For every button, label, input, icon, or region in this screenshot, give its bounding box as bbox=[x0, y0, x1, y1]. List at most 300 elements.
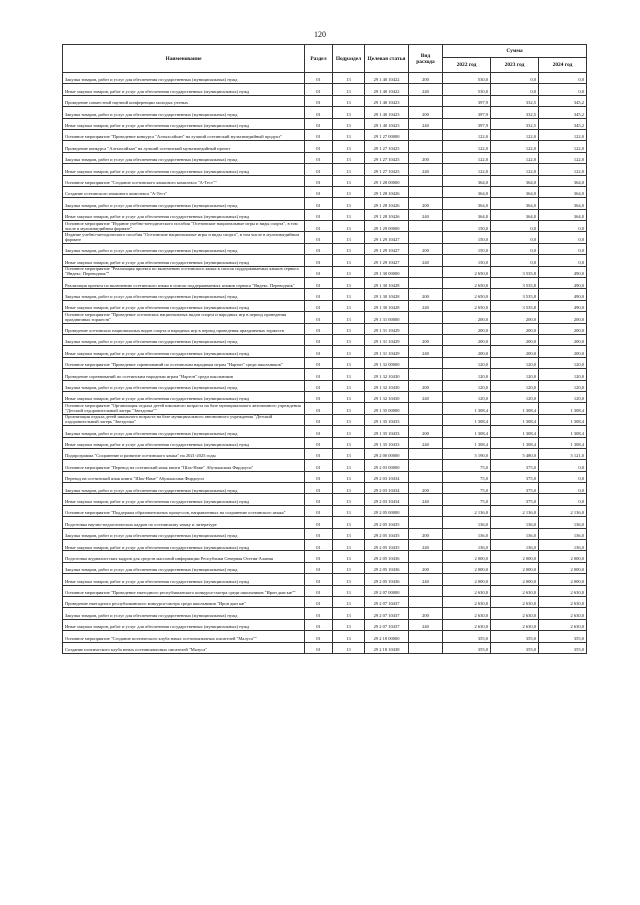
cell-subsection: 13 bbox=[333, 528, 365, 539]
cell-section: 01 bbox=[305, 118, 333, 129]
cell-expense-type bbox=[409, 585, 443, 596]
cell-2022: 2 650,0 bbox=[443, 300, 491, 311]
table-row bbox=[63, 391, 587, 402]
cell-section: 01 bbox=[305, 243, 333, 254]
cell-2022: 364,0 bbox=[443, 186, 491, 197]
cell-subsection: 13 bbox=[333, 642, 365, 653]
cell-section: 01 bbox=[305, 471, 333, 482]
cell-target: 29 2 05 10435 bbox=[365, 528, 409, 539]
cell-2023: 120,0 bbox=[491, 380, 539, 391]
cell-subsection: 13 bbox=[333, 403, 365, 414]
cell-name: Закупка товаров, работ и услуг для обеспечения государственных (муниципальных) нужд bbox=[63, 380, 305, 391]
cell-name: Закупка товаров, работ и услуг для обеспечения государственных (муниципальных) нужд bbox=[63, 528, 305, 539]
cell-2022: 150,0 bbox=[443, 221, 491, 232]
cell-name: Закупка товаров, работ и услуг для обеспечения государственных (муниципальных) нужд bbox=[63, 608, 305, 619]
cell-subsection: 13 bbox=[333, 494, 365, 505]
cell-name: Иные закупки товаров, работ и услуг для обеспечения государственных (муниципальных) нужд bbox=[63, 574, 305, 585]
cell-2023: 0,0 bbox=[491, 232, 539, 243]
cell-name: Иные закупки товаров, работ и услуг для обеспечения государственных (муниципальных) нужд bbox=[63, 300, 305, 311]
cell-2024: 0,0 bbox=[539, 460, 587, 471]
cell-2022: 530,0 bbox=[443, 84, 491, 95]
cell-section: 01 bbox=[305, 551, 333, 562]
table-row bbox=[63, 562, 587, 573]
cell-section: 01 bbox=[305, 141, 333, 152]
cell-name: Издание учебно-методического пособия "Осетинские национальные игры и виды спорта", в том числе в мультимедийном формате bbox=[63, 232, 305, 243]
cell-subsection: 13 bbox=[333, 574, 365, 585]
cell-subsection: 13 bbox=[333, 186, 365, 197]
cell-target: 29 2 03 10434 bbox=[365, 483, 409, 494]
cell-2024: 200,0 bbox=[539, 312, 587, 323]
cell-expense-type: 200 bbox=[409, 152, 443, 163]
cell-section: 01 bbox=[305, 505, 333, 516]
cell-section: 01 bbox=[305, 562, 333, 573]
cell-subsection: 13 bbox=[333, 551, 365, 562]
table-row bbox=[63, 505, 587, 516]
cell-2022: 120,0 bbox=[443, 369, 491, 380]
cell-2024: 5 121,0 bbox=[539, 448, 587, 459]
cell-name: Проведение ежегодного республиканского конкурса-смотра среди школьников "Ирон дын кæ" bbox=[63, 596, 305, 607]
cell-2022: 200,0 bbox=[443, 346, 491, 357]
cell-target: 29 1 28 10426 bbox=[365, 186, 409, 197]
cell-2022: 122,0 bbox=[443, 164, 491, 175]
cell-2024: 122,0 bbox=[539, 164, 587, 175]
cell-2024: 1 308,4 bbox=[539, 426, 587, 437]
cell-subsection: 13 bbox=[333, 346, 365, 357]
cell-section: 01 bbox=[305, 380, 333, 391]
cell-2024: 345,2 bbox=[539, 95, 587, 106]
cell-section: 01 bbox=[305, 221, 333, 232]
cell-name: Проведение конкурса "Алтыхсайхан" на лучший осетинский мультимедийный проект bbox=[63, 141, 305, 152]
table-row bbox=[63, 232, 587, 243]
cell-expense-type: 240 bbox=[409, 300, 443, 311]
table-row bbox=[63, 243, 587, 254]
cell-expense-type: 240 bbox=[409, 540, 443, 551]
cell-subsection: 13 bbox=[333, 334, 365, 345]
cell-expense-type: 200 bbox=[409, 426, 443, 437]
cell-2023: 120,0 bbox=[491, 357, 539, 368]
cell-name: Закупка товаров, работ и услуг для обеспечения государственных (муниципальных) нужд bbox=[63, 483, 305, 494]
cell-target: 29 1 32 10430 bbox=[365, 369, 409, 380]
cell-2024: 0,0 bbox=[539, 494, 587, 505]
cell-subsection: 13 bbox=[333, 118, 365, 129]
cell-section: 01 bbox=[305, 448, 333, 459]
table-row bbox=[63, 221, 587, 232]
cell-name: Иные закупки товаров, работ и услуг для обеспечения государственных (муниципальных) нужд bbox=[63, 118, 305, 129]
cell-expense-type: 240 bbox=[409, 574, 443, 585]
cell-2023: 120,0 bbox=[491, 391, 539, 402]
cell-subsection: 13 bbox=[333, 255, 365, 266]
cell-name: Иные закупки товаров, работ и услуг для обеспечения государственных (муниципальных) нужд bbox=[63, 494, 305, 505]
cell-subsection: 13 bbox=[333, 175, 365, 186]
cell-2023: 0,0 bbox=[491, 84, 539, 95]
cell-subsection: 13 bbox=[333, 289, 365, 300]
cell-subsection: 13 bbox=[333, 152, 365, 163]
cell-2024: 122,0 bbox=[539, 129, 587, 140]
cell-2023: 1 308,4 bbox=[491, 426, 539, 437]
cell-name: Закупка товаров, работ и услуг для обеспечения государственных (муниципальных) нужд bbox=[63, 73, 305, 84]
cell-2024: 2 630,0 bbox=[539, 596, 587, 607]
cell-name: Организация отдыха детей школьного возраста на базе муниципального автономного учреждения "Детский оздоровительный лагерь "Звездочка" bbox=[63, 414, 305, 425]
cell-section: 01 bbox=[305, 642, 333, 653]
cell-target: 29 1 30 10428 bbox=[365, 300, 409, 311]
cell-subsection: 13 bbox=[333, 585, 365, 596]
cell-2022: 122,0 bbox=[443, 129, 491, 140]
cell-target: 29 1 31 10429 bbox=[365, 346, 409, 357]
table-row bbox=[63, 175, 587, 186]
cell-expense-type: 240 bbox=[409, 346, 443, 357]
cell-2023: 364,0 bbox=[491, 186, 539, 197]
table-row bbox=[63, 266, 587, 277]
cell-2024: 1 308,4 bbox=[539, 403, 587, 414]
cell-expense-type: 240 bbox=[409, 209, 443, 220]
cell-target: 29 1 32 00000 bbox=[365, 357, 409, 368]
cell-2022: 122,0 bbox=[443, 152, 491, 163]
cell-section: 01 bbox=[305, 278, 333, 289]
cell-target: 29 2 18 10438 bbox=[365, 642, 409, 653]
cell-2023: 2 000,0 bbox=[491, 562, 539, 573]
table-row bbox=[63, 551, 587, 562]
cell-2023: 122,0 bbox=[491, 129, 539, 140]
cell-2022: 75,0 bbox=[443, 460, 491, 471]
cell-2024: 355,0 bbox=[539, 631, 587, 642]
cell-name: Основное мероприятие "Издание учебно-методического пособия "Осетинские национальные игры и виды спорта", в том числе в мультимедийном формате" bbox=[63, 221, 305, 232]
cell-target: 29 2 18 00000 bbox=[365, 631, 409, 642]
cell-expense-type bbox=[409, 95, 443, 106]
cell-target: 29 1 29 10427 bbox=[365, 255, 409, 266]
cell-2023: 332,5 bbox=[491, 118, 539, 129]
col-2022-header: 2022 год bbox=[443, 58, 491, 73]
table-row bbox=[63, 95, 587, 106]
cell-expense-type: 240 bbox=[409, 118, 443, 129]
cell-2024: 136,0 bbox=[539, 528, 587, 539]
cell-2022: 75,0 bbox=[443, 483, 491, 494]
cell-expense-type bbox=[409, 596, 443, 607]
cell-2024: 2 630,0 bbox=[539, 608, 587, 619]
cell-2023: 5 480,0 bbox=[491, 448, 539, 459]
cell-2024: 2 000,0 bbox=[539, 574, 587, 585]
cell-subsection: 13 bbox=[333, 460, 365, 471]
cell-2022: 200,0 bbox=[443, 323, 491, 334]
cell-name: Проведение осетинских национальных видов спорта и народных игр в период проведения праздничных торжеств bbox=[63, 323, 305, 334]
cell-section: 01 bbox=[305, 391, 333, 402]
cell-section: 01 bbox=[305, 574, 333, 585]
cell-name: Иные закупки товаров, работ и услуг для обеспечения государственных (муниципальных) нужд bbox=[63, 437, 305, 448]
cell-2023: 120,0 bbox=[491, 369, 539, 380]
cell-name: Подготовка научно-педагогических кадров по осетинскому языку и литературе bbox=[63, 517, 305, 528]
cell-target: 29 1 28 00000 bbox=[365, 175, 409, 186]
cell-name: Закупка товаров, работ и услуг для обеспечения государственных (муниципальных) нужд bbox=[63, 334, 305, 345]
table-row bbox=[63, 494, 587, 505]
cell-2022: 75,0 bbox=[443, 471, 491, 482]
cell-section: 01 bbox=[305, 84, 333, 95]
cell-2024: 120,0 bbox=[539, 391, 587, 402]
cell-name: Иные закупки товаров, работ и услуг для обеспечения государственных (муниципальных) нужд bbox=[63, 346, 305, 357]
table-row bbox=[63, 164, 587, 175]
cell-2022: 2 630,0 bbox=[443, 619, 491, 630]
cell-2022: 364,0 bbox=[443, 198, 491, 209]
cell-subsection: 13 bbox=[333, 141, 365, 152]
cell-name: Основное мероприятие "Проведение конкурса "Алтыхсайхан" на лучший осетинский мультимедийный продукт" bbox=[63, 129, 305, 140]
cell-target: 29 2 03 10434 bbox=[365, 494, 409, 505]
col-subsection-header: Подраздел bbox=[333, 45, 365, 73]
cell-section: 01 bbox=[305, 186, 333, 197]
cell-2023: 364,0 bbox=[491, 198, 539, 209]
cell-2024: 1 308,4 bbox=[539, 437, 587, 448]
cell-2022: 120,0 bbox=[443, 357, 491, 368]
cell-name: Перевод на осетинский язык книги "Шах-Наме" Абулькасима Фирдоуси bbox=[63, 471, 305, 482]
cell-2023: 200,0 bbox=[491, 323, 539, 334]
cell-expense-type bbox=[409, 221, 443, 232]
table-row bbox=[63, 141, 587, 152]
cell-name: Иные закупки товаров, работ и услуг для обеспечения государственных (муниципальных) нужд bbox=[63, 391, 305, 402]
cell-2023: 122,0 bbox=[491, 141, 539, 152]
table-row bbox=[63, 414, 587, 425]
cell-2022: 1 308,4 bbox=[443, 437, 491, 448]
cell-subsection: 13 bbox=[333, 391, 365, 402]
cell-2023: 3 535,8 bbox=[491, 300, 539, 311]
table-row bbox=[63, 152, 587, 163]
cell-2024: 200,0 bbox=[539, 346, 587, 357]
cell-2023: 2 630,0 bbox=[491, 596, 539, 607]
cell-target: 29 2 07 10437 bbox=[365, 619, 409, 630]
cell-2024: 0,0 bbox=[539, 471, 587, 482]
table-row bbox=[63, 528, 587, 539]
table-row bbox=[63, 186, 587, 197]
cell-subsection: 13 bbox=[333, 471, 365, 482]
cell-2024: 490,0 bbox=[539, 289, 587, 300]
cell-subsection: 13 bbox=[333, 596, 365, 607]
cell-name: Основное мероприятие "Создание осетинского языкового комплекса "А-Тест"" bbox=[63, 175, 305, 186]
cell-2022: 150,0 bbox=[443, 232, 491, 243]
cell-expense-type bbox=[409, 403, 443, 414]
cell-expense-type: 200 bbox=[409, 198, 443, 209]
cell-target: 29 1 40 10422 bbox=[365, 73, 409, 84]
cell-2023: 2 136,0 bbox=[491, 505, 539, 516]
cell-2022: 200,0 bbox=[443, 334, 491, 345]
cell-2023: 122,0 bbox=[491, 164, 539, 175]
cell-2024: 136,0 bbox=[539, 540, 587, 551]
cell-name: Иные закупки товаров, работ и услуг для обеспечения государственных (муниципальных) нужд bbox=[63, 209, 305, 220]
cell-name: Иные закупки товаров, работ и услуг для обеспечения государственных (муниципальных) нужд bbox=[63, 540, 305, 551]
cell-expense-type: 200 bbox=[409, 562, 443, 573]
cell-expense-type bbox=[409, 631, 443, 642]
cell-expense-type bbox=[409, 141, 443, 152]
cell-2022: 2 650,0 bbox=[443, 289, 491, 300]
cell-subsection: 13 bbox=[333, 300, 365, 311]
cell-section: 01 bbox=[305, 300, 333, 311]
cell-expense-type: 240 bbox=[409, 437, 443, 448]
cell-name: Иные закупки товаров, работ и услуг для обеспечения государственных (муниципальных) нужд bbox=[63, 84, 305, 95]
cell-section: 01 bbox=[305, 608, 333, 619]
cell-2023: 1 308,4 bbox=[491, 414, 539, 425]
cell-name: Закупка товаров, работ и услуг для обеспечения государственных (муниципальных) нужд bbox=[63, 426, 305, 437]
cell-section: 01 bbox=[305, 334, 333, 345]
cell-2024: 490,0 bbox=[539, 300, 587, 311]
cell-subsection: 13 bbox=[333, 631, 365, 642]
cell-2022: 397,9 bbox=[443, 118, 491, 129]
cell-name: Закупка товаров, работ и услуг для обеспечения государственных (муниципальных) нужд bbox=[63, 152, 305, 163]
cell-subsection: 13 bbox=[333, 483, 365, 494]
cell-2024: 122,0 bbox=[539, 152, 587, 163]
table-row bbox=[63, 471, 587, 482]
cell-subsection: 13 bbox=[333, 608, 365, 619]
cell-subsection: 13 bbox=[333, 505, 365, 516]
cell-2024: 0,0 bbox=[539, 221, 587, 232]
cell-2023: 200,0 bbox=[491, 312, 539, 323]
table-row bbox=[63, 369, 587, 380]
cell-section: 01 bbox=[305, 460, 333, 471]
cell-target: 29 1 29 00000 bbox=[365, 221, 409, 232]
cell-2023: 200,0 bbox=[491, 346, 539, 357]
cell-2024: 345,2 bbox=[539, 118, 587, 129]
cell-target: 29 2 05 10436 bbox=[365, 551, 409, 562]
cell-section: 01 bbox=[305, 357, 333, 368]
cell-target: 29 1 30 10428 bbox=[365, 289, 409, 300]
table-row bbox=[63, 596, 587, 607]
cell-expense-type bbox=[409, 266, 443, 277]
col-expense-type-header: Вид расхода bbox=[409, 45, 443, 73]
cell-2022: 355,0 bbox=[443, 631, 491, 642]
cell-2023: 332,5 bbox=[491, 107, 539, 118]
cell-expense-type: 240 bbox=[409, 164, 443, 175]
cell-target: 29 1 40 10423 bbox=[365, 107, 409, 118]
cell-expense-type: 200 bbox=[409, 107, 443, 118]
cell-2023: 2 630,0 bbox=[491, 585, 539, 596]
cell-2024: 200,0 bbox=[539, 334, 587, 345]
cell-2022: 397,9 bbox=[443, 95, 491, 106]
cell-expense-type bbox=[409, 369, 443, 380]
cell-name: Основное мероприятие "Проведение осетинских национальных видов спорта и народных игр в период проведения праздничных торжеств" bbox=[63, 312, 305, 323]
table-row bbox=[63, 608, 587, 619]
cell-subsection: 13 bbox=[333, 107, 365, 118]
cell-2022: 122,0 bbox=[443, 141, 491, 152]
cell-expense-type: 240 bbox=[409, 619, 443, 630]
cell-section: 01 bbox=[305, 426, 333, 437]
cell-expense-type: 200 bbox=[409, 73, 443, 84]
cell-name: Проведение совместной научной конференции молодых ученых bbox=[63, 95, 305, 106]
cell-expense-type: 240 bbox=[409, 391, 443, 402]
cell-2022: 2 000,0 bbox=[443, 551, 491, 562]
table-row bbox=[63, 380, 587, 391]
cell-2024: 364,0 bbox=[539, 198, 587, 209]
cell-name: Основное мероприятие "Проведение ежегодного республиканского конкурса-смотра среди школьников "Ирон дын кæ"" bbox=[63, 585, 305, 596]
col-sum-header: Сумма bbox=[443, 45, 587, 58]
cell-2024: 0,0 bbox=[539, 73, 587, 84]
cell-expense-type: 200 bbox=[409, 380, 443, 391]
cell-2022: 120,0 bbox=[443, 380, 491, 391]
cell-expense-type bbox=[409, 232, 443, 243]
cell-2022: 2 650,0 bbox=[443, 278, 491, 289]
table-row bbox=[63, 198, 587, 209]
table-row bbox=[63, 403, 587, 414]
cell-name: Закупка товаров, работ и услуг для обеспечения государственных (муниципальных) нужд bbox=[63, 289, 305, 300]
table-row bbox=[63, 278, 587, 289]
cell-subsection: 13 bbox=[333, 619, 365, 630]
cell-2023: 3 535,8 bbox=[491, 266, 539, 277]
cell-section: 01 bbox=[305, 403, 333, 414]
cell-name: Подготовка журналистских кадров для средств массовой информации Республики Северная Осетия-Алания bbox=[63, 551, 305, 562]
cell-2024: 0,0 bbox=[539, 232, 587, 243]
cell-target: 29 2 03 10434 bbox=[365, 471, 409, 482]
cell-2024: 122,0 bbox=[539, 141, 587, 152]
cell-name: Иные закупки товаров, работ и услуг для обеспечения государственных (муниципальных) нужд bbox=[63, 255, 305, 266]
cell-expense-type bbox=[409, 460, 443, 471]
cell-2024: 2 136,0 bbox=[539, 505, 587, 516]
cell-name: Проведение соревнований по осетинским народным играм "Нартон" среди школьников bbox=[63, 369, 305, 380]
cell-subsection: 13 bbox=[333, 323, 365, 334]
cell-2023: 2 630,0 bbox=[491, 619, 539, 630]
cell-section: 01 bbox=[305, 437, 333, 448]
cell-section: 01 bbox=[305, 95, 333, 106]
cell-name: Основное мероприятие "Организация отдыха детей школьного возраста на базе муниципального автономного учреждения "Детский оздоровительный лагерь "Звездочка"" bbox=[63, 403, 305, 414]
cell-expense-type bbox=[409, 471, 443, 482]
cell-subsection: 13 bbox=[333, 369, 365, 380]
table-row bbox=[63, 483, 587, 494]
cell-target: 29 1 29 10427 bbox=[365, 232, 409, 243]
table-row bbox=[63, 255, 587, 266]
cell-expense-type bbox=[409, 357, 443, 368]
cell-subsection: 13 bbox=[333, 221, 365, 232]
cell-subsection: 13 bbox=[333, 84, 365, 95]
cell-target: 29 1 30 00000 bbox=[365, 266, 409, 277]
col-section-header: Раздел bbox=[305, 45, 333, 73]
cell-section: 01 bbox=[305, 596, 333, 607]
table-row bbox=[63, 357, 587, 368]
cell-section: 01 bbox=[305, 619, 333, 630]
cell-name: Закупка товаров, работ и услуг для обеспечения государственных (муниципальных) нужд bbox=[63, 107, 305, 118]
table-row bbox=[63, 448, 587, 459]
cell-2024: 364,0 bbox=[539, 209, 587, 220]
cell-section: 01 bbox=[305, 164, 333, 175]
cell-2024: 120,0 bbox=[539, 369, 587, 380]
table-row bbox=[63, 289, 587, 300]
cell-expense-type bbox=[409, 414, 443, 425]
cell-subsection: 13 bbox=[333, 266, 365, 277]
table-row bbox=[63, 437, 587, 448]
cell-2023: 364,0 bbox=[491, 209, 539, 220]
cell-expense-type bbox=[409, 175, 443, 186]
cell-name: Реализация проекта по включению осетинского языка в список поддерживаемых языков сервиса "Яндекс. Переводчик" bbox=[63, 278, 305, 289]
cell-2022: 150,0 bbox=[443, 255, 491, 266]
cell-2022: 2 000,0 bbox=[443, 562, 491, 573]
page-number: 120 bbox=[314, 30, 326, 39]
table-row bbox=[63, 585, 587, 596]
cell-expense-type: 200 bbox=[409, 289, 443, 300]
table-row bbox=[63, 73, 587, 84]
cell-2022: 2 630,0 bbox=[443, 596, 491, 607]
cell-section: 01 bbox=[305, 175, 333, 186]
cell-expense-type bbox=[409, 642, 443, 653]
table-row bbox=[63, 631, 587, 642]
cell-2022: 2 000,0 bbox=[443, 574, 491, 585]
cell-expense-type bbox=[409, 186, 443, 197]
cell-section: 01 bbox=[305, 107, 333, 118]
cell-subsection: 13 bbox=[333, 164, 365, 175]
cell-target: 29 2 07 10437 bbox=[365, 608, 409, 619]
cell-2023: 364,0 bbox=[491, 175, 539, 186]
cell-subsection: 13 bbox=[333, 540, 365, 551]
cell-subsection: 13 bbox=[333, 426, 365, 437]
col-2024-header: 2024 год bbox=[539, 58, 587, 73]
table-body bbox=[63, 73, 587, 654]
col-name-header: Наименование bbox=[63, 45, 305, 73]
cell-section: 01 bbox=[305, 266, 333, 277]
cell-2024: 0,0 bbox=[539, 483, 587, 494]
cell-2022: 136,0 bbox=[443, 528, 491, 539]
cell-expense-type: 200 bbox=[409, 528, 443, 539]
cell-target: 29 1 40 10422 bbox=[365, 84, 409, 95]
cell-target: 29 1 40 10423 bbox=[365, 95, 409, 106]
